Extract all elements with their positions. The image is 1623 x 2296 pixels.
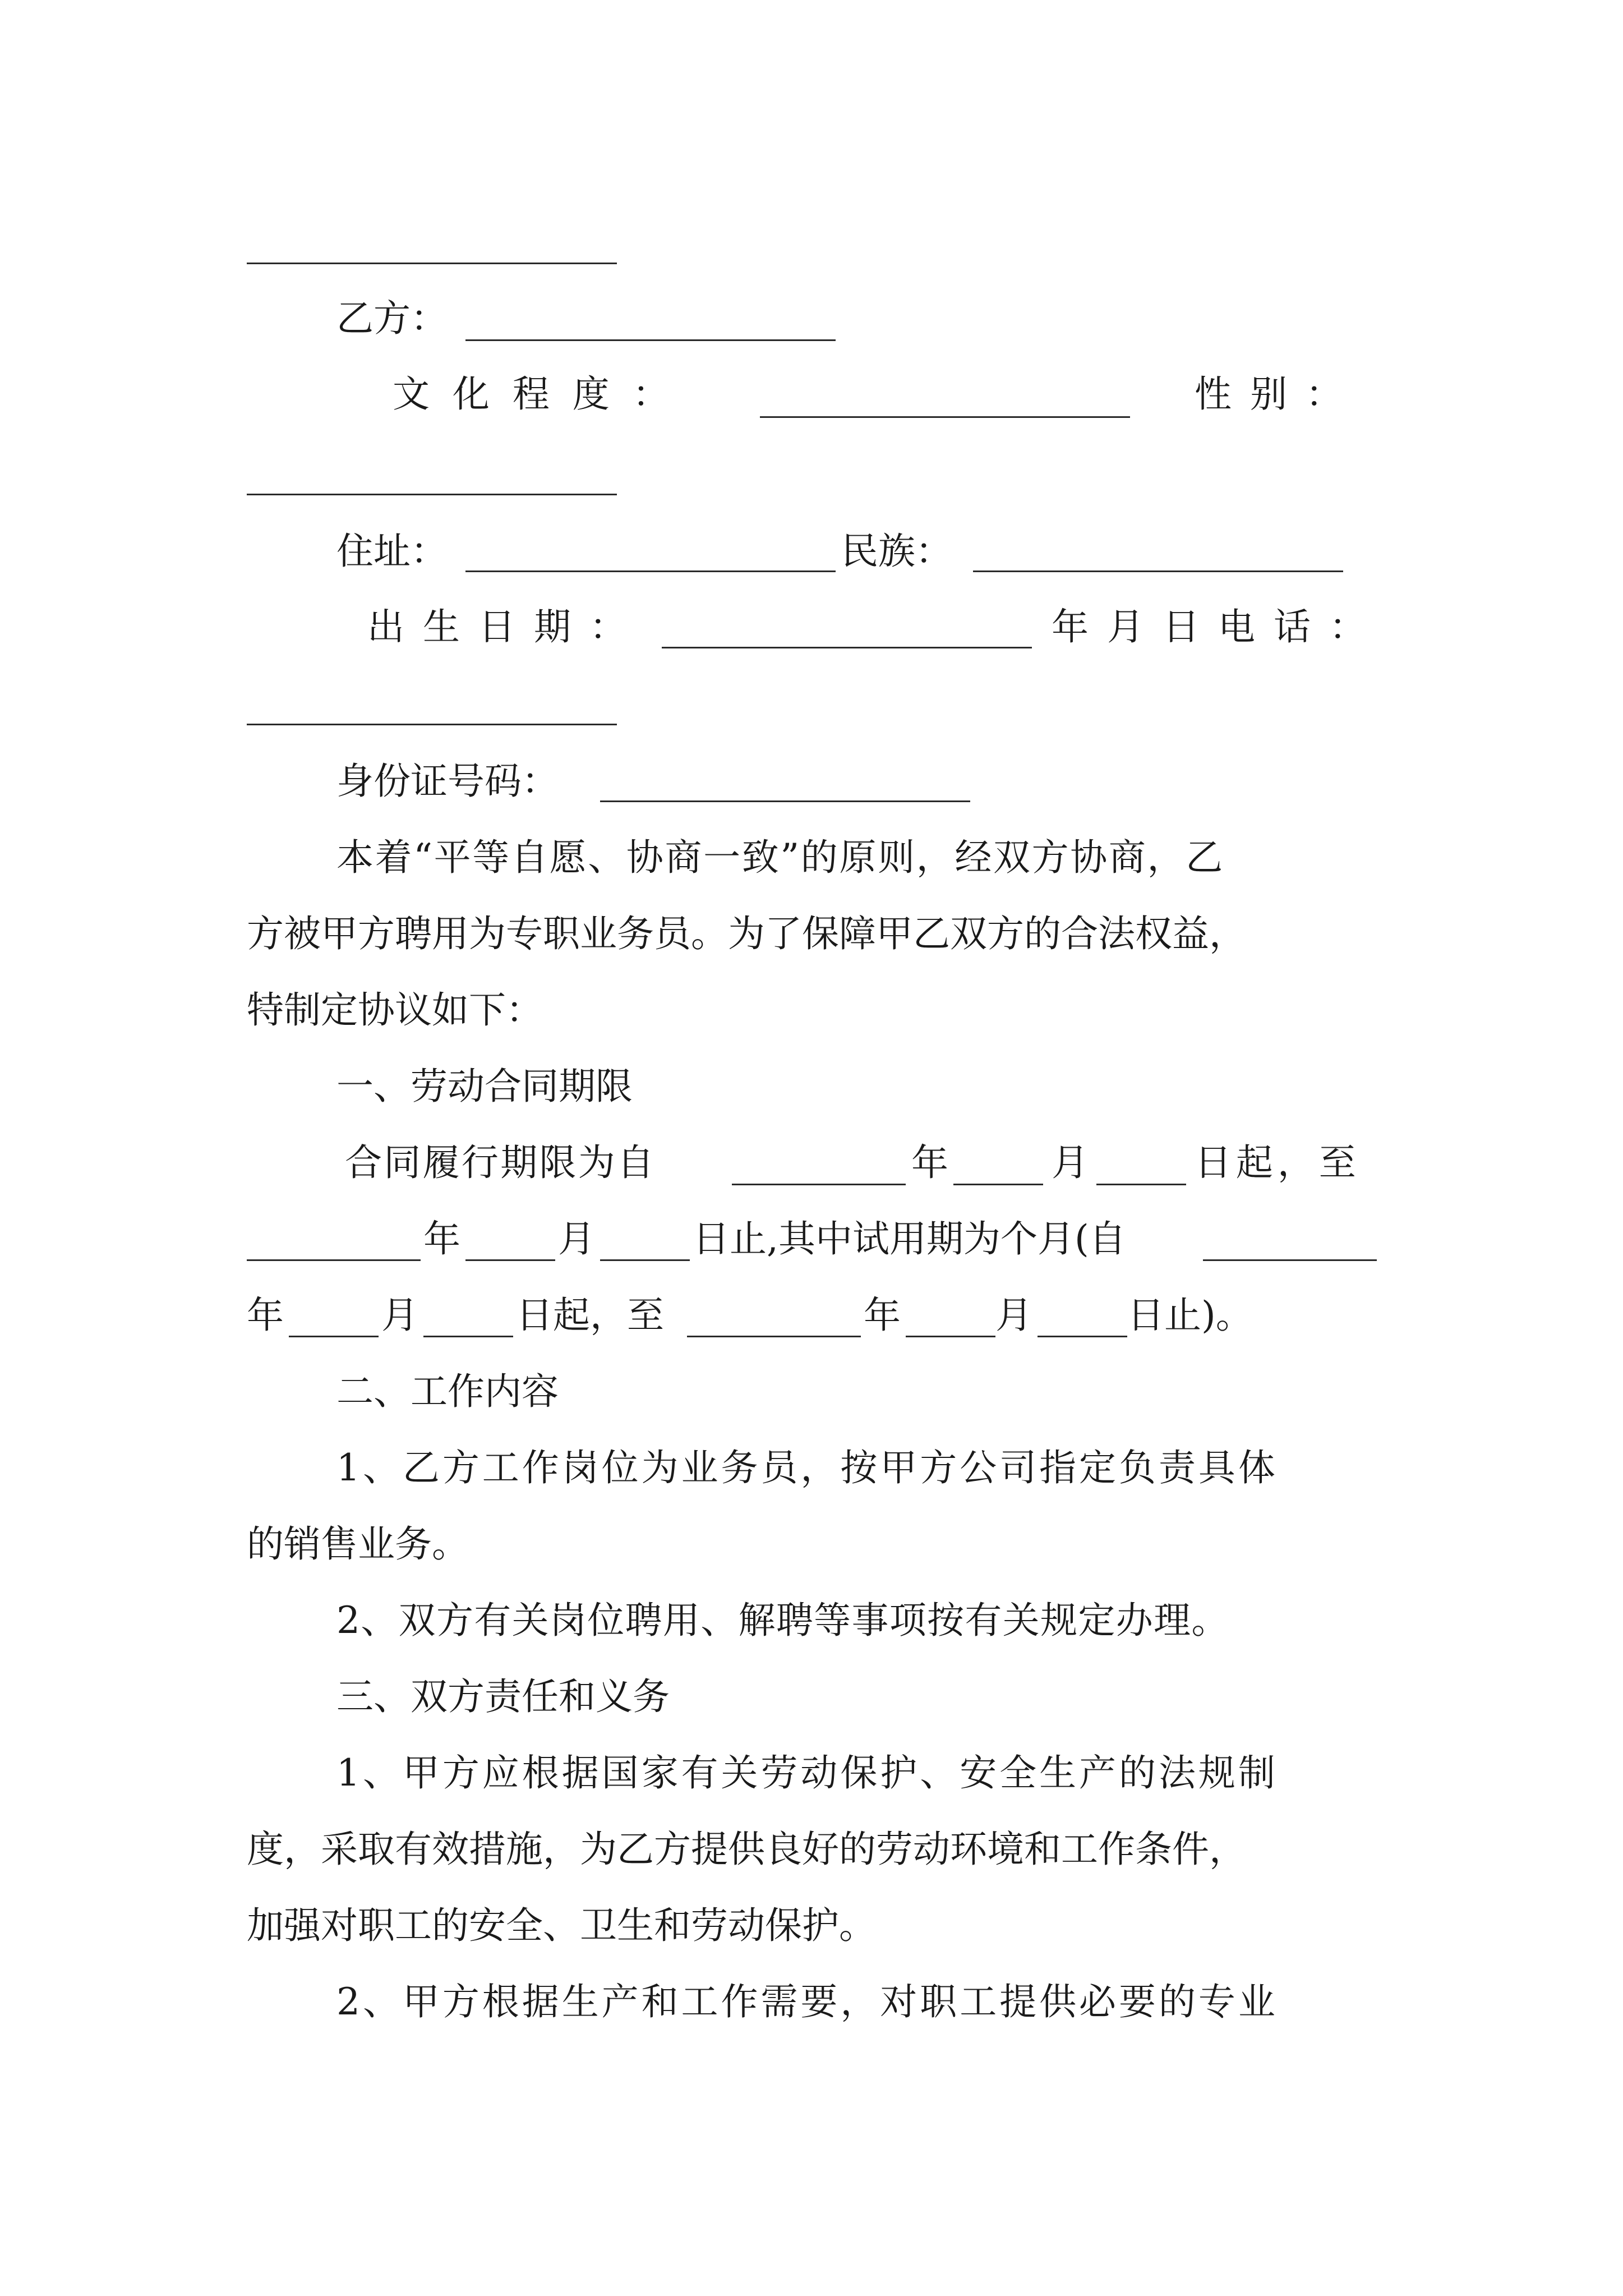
section-2-item-1-line-2: 的销售业务。 bbox=[247, 1522, 469, 1566]
section-3-item-1-line-2: 度，采取有效措施，为乙方提供良好的劳动环境和工作条件， bbox=[247, 1828, 1246, 1871]
section-3-item-1-line-3: 加强对职工的安全、卫生和劳动保护。 bbox=[247, 1904, 876, 1947]
section-1-heading: 一、劳动合同期限 bbox=[336, 1065, 633, 1108]
intro-line-2: 方被甲方聘用为专职业务员。为了保障甲乙双方的合法权益， bbox=[247, 912, 1246, 955]
term-end-month-label: 月 bbox=[558, 1217, 595, 1260]
blank-line-previous bbox=[247, 263, 617, 264]
trial-end-year-blank bbox=[687, 1336, 861, 1337]
trial-start-day-label: 日起，至 bbox=[516, 1294, 664, 1337]
trial-end-year-label: 年 bbox=[864, 1294, 901, 1337]
section-2-item-1-line-1: 1、乙方工作岗位为业务员，按甲方公司指定负责具体 bbox=[336, 1446, 1278, 1489]
birth-date-label: 出生日期： bbox=[367, 605, 645, 648]
trial-start-year-label: 年 bbox=[247, 1294, 284, 1337]
trial-start-month-blank bbox=[289, 1336, 379, 1337]
section-2-item-2: 2、双方有关岗位聘用、解聘等事项按有关规定办理。 bbox=[336, 1599, 1229, 1642]
section-3-item-1-line-1: 1、甲方应根据国家有关劳动保护、安全生产的法规制 bbox=[336, 1751, 1278, 1795]
section-3-heading: 三、双方责任和义务 bbox=[336, 1675, 670, 1718]
phone-blank bbox=[247, 724, 617, 725]
education-blank bbox=[760, 416, 1130, 418]
term-end-month-blank bbox=[465, 1259, 555, 1261]
trial-end-day-blank bbox=[1038, 1336, 1127, 1337]
term-end-year-label: 年 bbox=[423, 1217, 460, 1260]
trial-end-month-blank bbox=[906, 1336, 995, 1337]
party-b-label: 乙方： bbox=[336, 297, 448, 340]
term-end-day-blank bbox=[600, 1259, 690, 1261]
term-start-month-blank bbox=[953, 1184, 1043, 1185]
gender-label: 性别： bbox=[1195, 372, 1361, 416]
birth-suffix-phone-label: 年月日电话： bbox=[1052, 605, 1385, 648]
section-3-item-2-line-1: 2、甲方根据生产和工作需要，对职工提供必要的专业 bbox=[336, 1980, 1278, 2023]
term-start-year-blank bbox=[732, 1184, 906, 1185]
term-start-month-label: 月 bbox=[1052, 1141, 1089, 1184]
contract-term-prefix: 合同履行期限为自 bbox=[345, 1141, 656, 1184]
term-start-year-label: 年 bbox=[911, 1141, 948, 1184]
term-start-day-label: 日起，至 bbox=[1195, 1141, 1361, 1184]
education-label: 文化程度： bbox=[393, 372, 693, 416]
ethnicity-label: 民族： bbox=[841, 530, 952, 573]
gender-blank bbox=[247, 494, 617, 495]
term-end-year-blank bbox=[247, 1259, 421, 1261]
address-label: 住址： bbox=[336, 530, 448, 573]
trial-start-day-blank bbox=[423, 1336, 513, 1337]
trial-start-year-blank bbox=[1203, 1259, 1377, 1261]
term-end-trial-label: 日止,其中试用期为个月(自 bbox=[693, 1217, 1126, 1260]
trial-start-month-label: 月 bbox=[381, 1294, 418, 1337]
trial-end-month-label: 月 bbox=[995, 1294, 1032, 1337]
party-b-blank bbox=[465, 339, 836, 341]
address-blank bbox=[465, 570, 836, 572]
term-start-day-blank bbox=[1096, 1184, 1186, 1185]
section-2-heading: 二、工作内容 bbox=[336, 1370, 559, 1413]
id-number-blank bbox=[600, 800, 970, 802]
id-number-label: 身份证号码： bbox=[336, 760, 559, 803]
ethnicity-blank bbox=[973, 570, 1343, 572]
intro-line-3: 特制定协议如下： bbox=[247, 988, 543, 1032]
birth-date-blank bbox=[662, 647, 1032, 648]
intro-line-1: 本着“平等自愿、协商一致”的原则，经双方协商，乙 bbox=[336, 836, 1224, 879]
trial-end-close-label: 日止)。 bbox=[1127, 1294, 1253, 1337]
